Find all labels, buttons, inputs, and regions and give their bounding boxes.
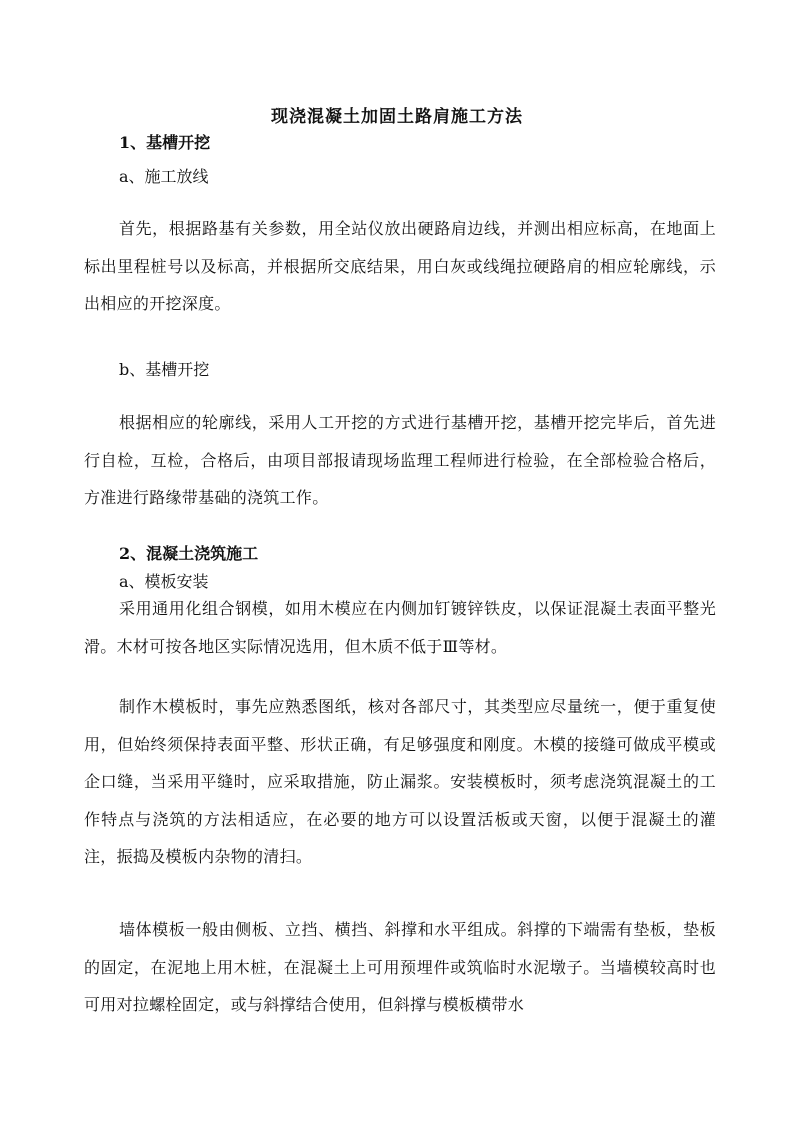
paragraph-2a-3: 墙体模板一般由侧板、立挡、横挡、斜撑和水平组成。斜撑的下端需有垫板，垫板的固定，在泥地上用木桩，在混凝土上可用预埋件或筑临时水泥墩子。当墙模较高时也可用对拉螺栓固定，或与斜撑结合使用，但斜撑与模板横带水 bbox=[84, 920, 716, 1014]
subsection-label-1b: b、基槽开挖 bbox=[119, 360, 210, 379]
paragraph-2a-2: 制作木模板时，事先应熟悉图纸，核对各部尺寸，其类型应尽量统一，便于重复使用，但始终须保持表面平整、形状正确，有足够强度和刚度。木模的接缝可做成平模或企口缝，当采用平缝时，应采取措施，防止漏浆。安装模板时，须考虑浇筑混凝土的工作特点与浇筑的方法相适应，在必要的地方可以设置活板或天窗，以便于混凝土的灌注，振捣及模板内杂物的清扫。 bbox=[84, 697, 716, 866]
paragraph-1a-1: 首先，根据路基有关参数，用全站仪放出硬路肩边线，并测出相应标高，在地面上标出里程桩号以及标高，并根据所交底结果，用白灰或线绳拉硬路肩的相应轮廓线，示出相应的开挖深度。 bbox=[84, 219, 716, 313]
paragraph-2a-1: 采用通用化组合钢模，如用木模应在内侧加钉镀锌铁皮，以保证混凝土表面平整光滑。木材可按各地区实际情况选用，但木质不低于Ⅲ等材。 bbox=[84, 599, 716, 656]
subsection-label-1a: a、施工放线 bbox=[119, 167, 209, 186]
section-heading-1: 1、基槽开挖 bbox=[119, 133, 211, 152]
section-heading-2: 2、混凝土浇筑施工 bbox=[119, 544, 259, 563]
paragraph-1b-1: 根据相应的轮廓线，采用人工开挖的方式进行基槽开挖，基槽开挖完毕后，首先进行自检，互检，合格后，由项目部报请现场监理工程师进行检验，在全部检验合格后，方准进行路缘带基础的浇筑工作。 bbox=[84, 413, 716, 507]
subsection-label-2a: a、模板安装 bbox=[119, 572, 209, 591]
document-title: 现浇混凝土加固土路肩施工方法 bbox=[271, 107, 523, 127]
